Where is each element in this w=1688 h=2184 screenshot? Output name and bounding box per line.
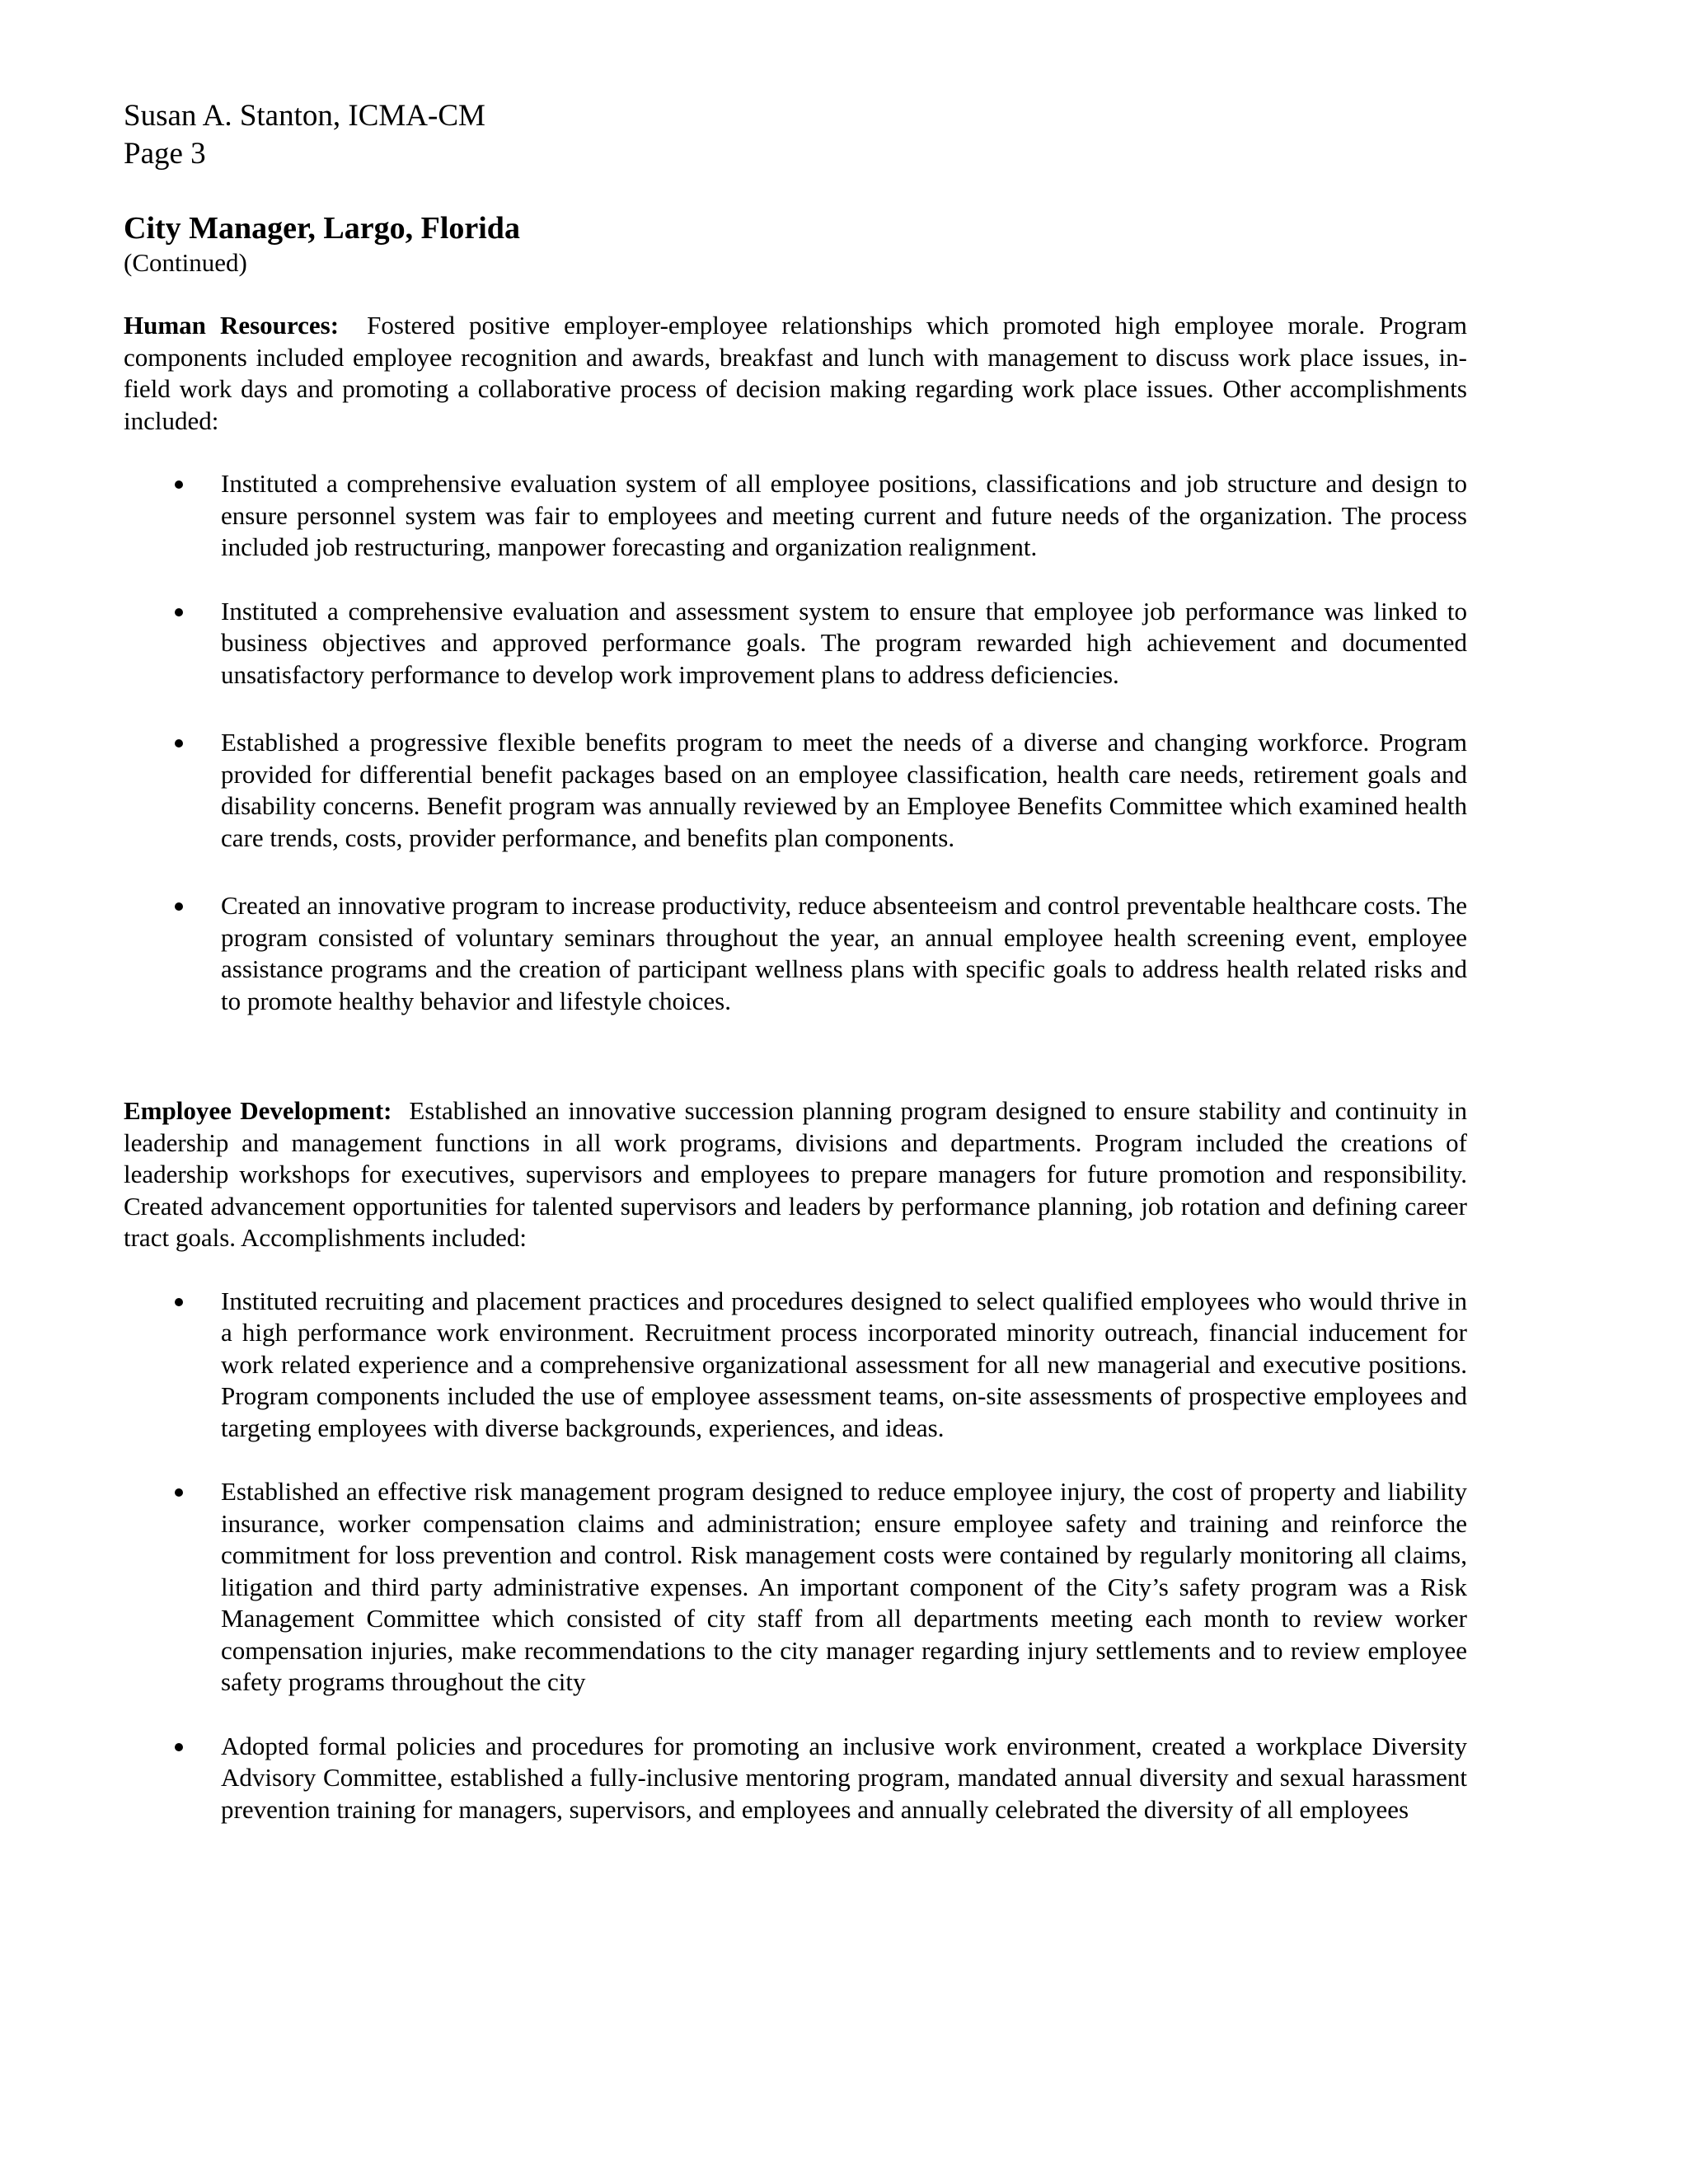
section-subtitle: (Continued) — [124, 248, 247, 277]
bullet-icon — [175, 480, 183, 489]
human-resources-intro: Fostered positive employer-employee relationships which promoted high employee morale. Program components included employee recognition and awards, breakfast and lunch with management to discuss work place issues, in-field work days and promoting a collaborative process of decision making regarding work place issues. Other accomplishments included: — [124, 311, 1467, 435]
list-item-text: Instituted a comprehensive evaluation system of all employee positions, classifications and job structure and design to ensure personnel system was fair to employees and meeting current and future needs of the organization. The process included job restructuring, manpower forecasting and organization realignment. — [221, 469, 1467, 561]
human-resources-paragraph — [124, 310, 1467, 437]
human-resources-bullet-list — [124, 468, 1467, 1017]
list-item — [124, 727, 1467, 854]
bullet-icon — [175, 1298, 183, 1306]
list-item — [124, 468, 1467, 564]
bullet-icon — [175, 608, 183, 616]
list-item-text: Established a progressive flexible benefits program to meet the needs of a diverse and changing workforce. Program provided for differential benefit packages based on an employee classification, health care needs, retirement goals and disability concerns. Benefit program was annually reviewed by an Employee Benefits Committee which examined health care trends, costs, provider performance, and benefits plan components. — [221, 728, 1467, 852]
list-item-text: Adopted formal policies and procedures for promoting an inclusive work environment, created a workplace Diversity Advisory Committee, established a fully-inclusive mentoring program, mandated annual diversity and sexual harassment prevention training for managers, supervisors, and employees and annually celebrated the diversity of all employees — [221, 1731, 1467, 1824]
human-resources-label: Human Resources: — [124, 311, 340, 340]
list-item-text: Instituted recruiting and placement practices and procedures designed to select qualified employees who would thrive in a high performance work environment. Recruitment process incorporated minority outreach, financial inducement for work related experience and a comprehensive organizational assessment for all new managerial and executive positions. Program components included the use of employee assessment teams, on-site assessments of prospective employees and targeting employees with diverse backgrounds, experiences, and ideas. — [221, 1286, 1467, 1442]
employee-development-label: Employee Development: — [124, 1096, 392, 1125]
page-number: Page 3 — [124, 137, 206, 171]
list-item — [124, 890, 1467, 1017]
employee-development-intro: Established an innovative succession planning program designed to ensure stability and continuity in leadership and management functions in all work programs, divisions and departments. Program included the creations of leadership workshops for executives, supervisors and employees to prepare managers for future promotion and responsibility. Created advancement opportunities for talented supervisors and leaders by performance planning, job rotation and defining career tract goals. Accomplishments included: — [124, 1096, 1467, 1252]
list-item — [124, 1476, 1467, 1699]
employee-development-paragraph — [124, 1095, 1467, 1254]
list-item-text: Created an innovative program to increase productivity, reduce absenteeism and control preventable healthcare costs. The program consisted of voluntary seminars throughout the year, an annual employee health screening event, employee assistance programs and the creation of participant wellness plans with specific goals to address health related risks and to promote healthy behavior and lifestyle choices. — [221, 891, 1467, 1015]
list-item — [124, 1731, 1467, 1826]
bullet-icon — [175, 1488, 183, 1497]
document-page — [124, 97, 1467, 1825]
list-item-text: Instituted a comprehensive evaluation and assessment system to ensure that employee job performance was linked to business objectives and approved performance goals. The program rewarded high achievement and documented unsatisfactory performance to develop work improvement plans to address deficiencies. — [221, 596, 1467, 689]
list-item — [124, 596, 1467, 691]
section-title: City Manager, Largo, Florida — [124, 211, 520, 246]
list-item-text: Established an effective risk management program designed to reduce employee injury, the cost of property and liability insurance, worker compensation claims and administration; ensure employee safety and training and reinforce the commitment for loss prevention and control. Risk management costs were contained by regularly monitoring all claims, litigation and third party administrative expenses. An important component of the City’s safety program was a Risk Management Committee which consisted of city staff from all departments meeting each month to review worker compensation injuries, make recommendations to the city manager regarding injury settlements and to review employee safety programs throughout the city — [221, 1477, 1467, 1696]
bullet-icon — [175, 739, 183, 748]
list-item — [124, 1286, 1467, 1445]
employee-development-bullet-list — [124, 1286, 1467, 1826]
bullet-icon — [175, 902, 183, 911]
author-name: Susan A. Stanton, ICMA-CM — [124, 99, 485, 133]
bullet-icon — [175, 1743, 183, 1751]
